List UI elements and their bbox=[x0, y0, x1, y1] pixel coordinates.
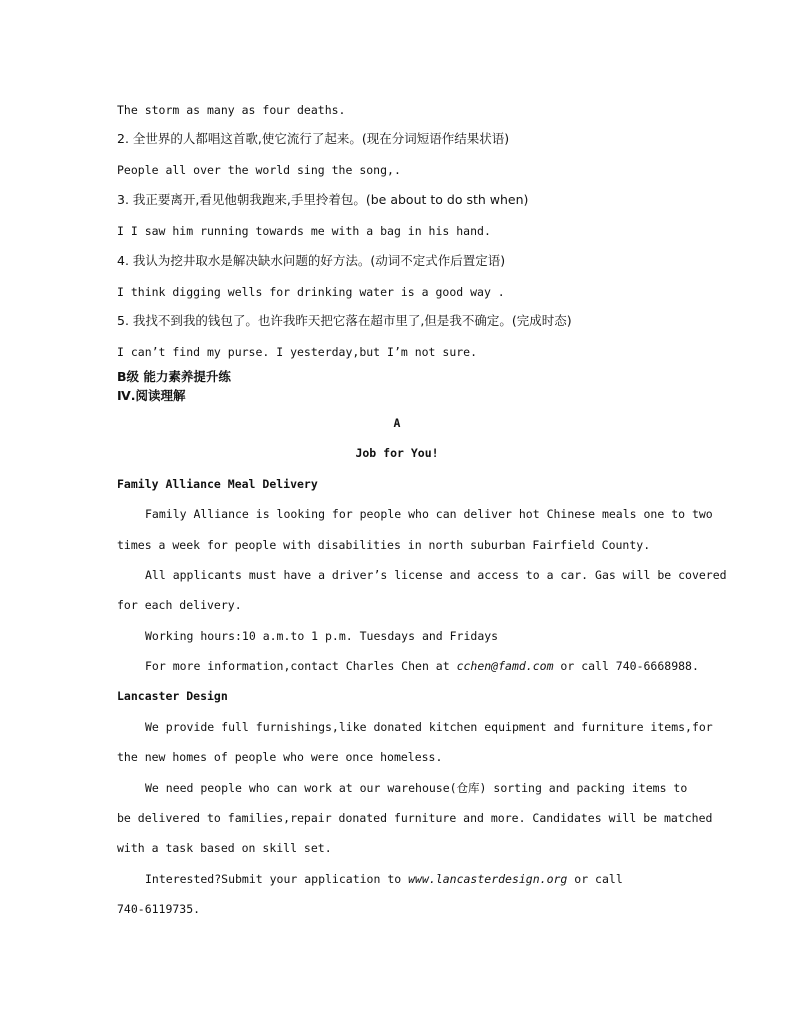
exercise-question-4: 4. 我认为挖井取水是解决缺水问题的好方法。(动词不定式作后置定语) bbox=[117, 253, 506, 268]
family-alliance-hours: Working hours:10 a.m.to 1 p.m. Tuesdays and Fridays bbox=[145, 629, 499, 643]
family-alliance-contact bbox=[145, 659, 699, 673]
lancaster-application bbox=[145, 872, 623, 886]
lancaster-phone: 740-6119735. bbox=[117, 902, 201, 916]
family-alliance-heading: Family Alliance Meal Delivery bbox=[117, 477, 318, 491]
exercise-question-5: 5. 我找不到我的钱包了。也许我昨天把它落在超市里了,但是我不确定。(完成时态) bbox=[117, 313, 572, 328]
family-alliance-paragraph-2: All applicants must have a driver’s license and access to a car. Gas will be covered bbox=[145, 568, 727, 582]
family-alliance-paragraph-1-cont: times a week for people with disabilities in north suburban Fairfield County. bbox=[117, 538, 651, 552]
application-suffix: or call bbox=[567, 872, 623, 886]
exercise-answer-4: I think digging wells for drinking water is a good way . bbox=[117, 285, 505, 299]
lancaster-paragraph-1: We provide full furnishings,like donated kitchen equipment and furniture items,for bbox=[145, 720, 713, 734]
exercise-answer-1: The storm as many as four deaths. bbox=[117, 103, 346, 117]
section-part-heading: Ⅳ.阅读理解 bbox=[117, 388, 186, 403]
website-link[interactable]: www.lancasterdesign.org bbox=[408, 872, 568, 886]
contact-prefix: For more information,contact Charles Chen at bbox=[145, 659, 457, 673]
family-alliance-paragraph-1: Family Alliance is looking for people who can deliver hot Chinese meals one to two bbox=[145, 507, 713, 521]
contact-email-link[interactable]: cchen@famd.com bbox=[456, 659, 554, 673]
exercise-question-2: 2. 全世界的人都唱这首歌,使它流行了起来。(现在分词短语作结果状语) bbox=[117, 131, 510, 146]
lancaster-paragraph-2-end: with a task based on skill set. bbox=[117, 841, 332, 855]
exercise-question-3: 3. 我正要离开,看见他朝我跑来,手里拎着包。(be about to do sth when) bbox=[117, 192, 529, 207]
family-alliance-paragraph-2-cont: for each delivery. bbox=[117, 598, 242, 612]
contact-suffix: or call 740-6668988. bbox=[553, 659, 699, 673]
application-prefix: Interested?Submit your application to bbox=[145, 872, 409, 886]
section-level-heading: B级 能力素养提升练 bbox=[117, 369, 231, 384]
passage-letter: A bbox=[393, 416, 401, 430]
exercise-answer-3: I I saw him running towards me with a bag in his hand. bbox=[117, 224, 491, 238]
lancaster-paragraph-1-cont: the new homes of people who were once homeless. bbox=[117, 750, 443, 764]
exercise-answer-2: People all over the world sing the song,. bbox=[117, 163, 401, 177]
exercise-answer-5: I can’t find my purse. I yesterday,but I’m not sure. bbox=[117, 345, 478, 359]
lancaster-paragraph-2-cont: be delivered to families,repair donated furniture and more. Candidates will be matched bbox=[117, 811, 713, 825]
passage-title: Job for You! bbox=[355, 446, 439, 460]
lancaster-paragraph-2: We need people who can work at our warehouse(仓库) sorting and packing items to bbox=[145, 781, 688, 795]
lancaster-design-heading: Lancaster Design bbox=[117, 689, 228, 703]
